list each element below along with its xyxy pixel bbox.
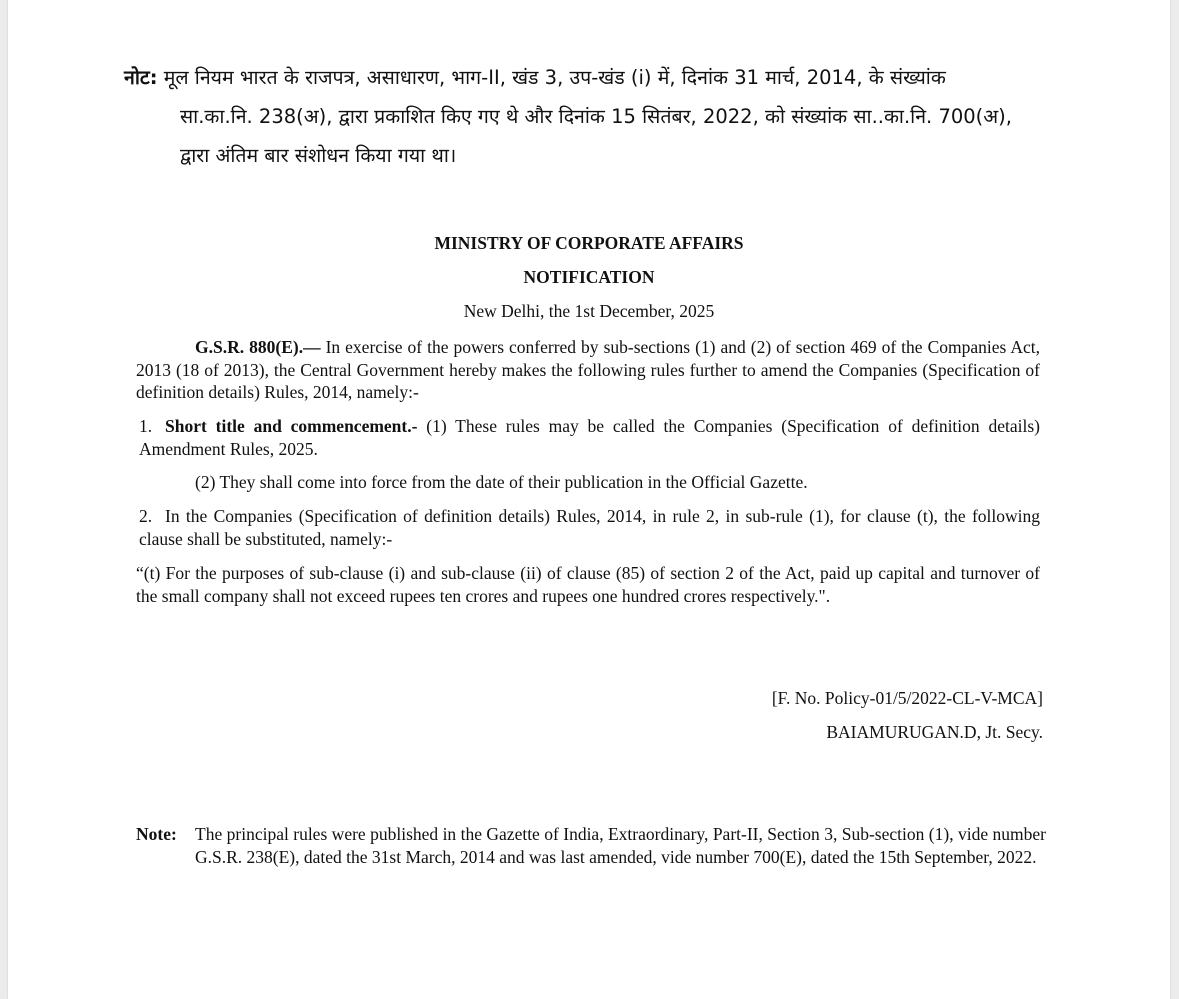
rule-1-text: (1) These rules may be called the Companies (Specification of definition details) Amendment Rules, 2025. bbox=[139, 416, 1040, 459]
hindi-note bbox=[124, 58, 1064, 175]
hindi-note-label: नोट: bbox=[124, 66, 158, 89]
hindi-note-text-1: मूल नियम भारत के राजपत्र, असाधारण, भाग-II, खंड 3, उप-खंड (i) में, दिनांक 31 मार्च, 2014, के संख्यांक bbox=[163, 66, 946, 89]
clause-t: “(t) For the purposes of sub-clause (i) and sub-clause (ii) of clause (85) of section 2 of the Act, paid up capital and turnover of the small company shall not exceed rupees ten crores and rupees one hundred crores respectively.". bbox=[136, 563, 1040, 606]
english-note-text: The principal rules were published in the Gazette of India, Extraordinary, Part-II, Section 3, Sub-section (1), vide number G.S.R. 238(E), dated the 31st March, 2014 and was last amended, vide number 700(E), dated the 15th September, 2022. bbox=[195, 824, 1046, 867]
rule-2 bbox=[139, 505, 1040, 550]
rule-2-number: 2. bbox=[139, 506, 153, 526]
english-note bbox=[136, 823, 1046, 869]
dateline: New Delhi, the 1st December, 2025 bbox=[463, 301, 715, 321]
rule-2-text: In the Companies (Specification of definition details) Rules, 2014, in rule 2, in sub-rule (1), for clause (t), the following clause shall be substituted, namely:- bbox=[139, 506, 1040, 549]
gsr-paragraph bbox=[136, 336, 1040, 404]
rule-1-subrule-2: (2) They shall come into force from the date of their publication in the Official Gazette. bbox=[195, 472, 808, 492]
ministry-heading: MINISTRY OF CORPORATE AFFAIRS bbox=[434, 233, 744, 253]
rule-1-number: 1. bbox=[139, 416, 153, 436]
notification-title: NOTIFICATION bbox=[523, 267, 655, 287]
rule-1-heading: Short title and commencement.- bbox=[165, 416, 418, 436]
gsr-reference: G.S.R. 880(E).— bbox=[195, 337, 321, 357]
rule-1 bbox=[139, 415, 1040, 460]
english-note-label: Note: bbox=[136, 824, 177, 844]
hindi-note-line-2: सा.का.नि. 238(अ), द्वारा प्रकाशित किए गए थे और दिनांक 15 सितंबर, 2022, को संख्यांक सा..का.नि. 700(अ), bbox=[180, 105, 1012, 128]
hindi-note-line-1 bbox=[124, 58, 1064, 97]
file-number: [F. No. Policy-01/5/2022-CL-V-MCA] bbox=[771, 688, 1043, 708]
gazette-page bbox=[8, 0, 1170, 999]
signatory: BAIAMURUGAN.D, Jt. Secy. bbox=[826, 722, 1043, 742]
gsr-text: In exercise of the powers conferred by sub-sections (1) and (2) of section 469 of the Companies Act, 2013 (18 of 2013), the Central Government hereby makes the following rules further to amend the Companies (Specification of definition details) Rules, 2014, namely:- bbox=[136, 337, 1040, 402]
hindi-note-line-3: द्वारा अंतिम बार संशोधन किया गया था। bbox=[180, 144, 457, 167]
